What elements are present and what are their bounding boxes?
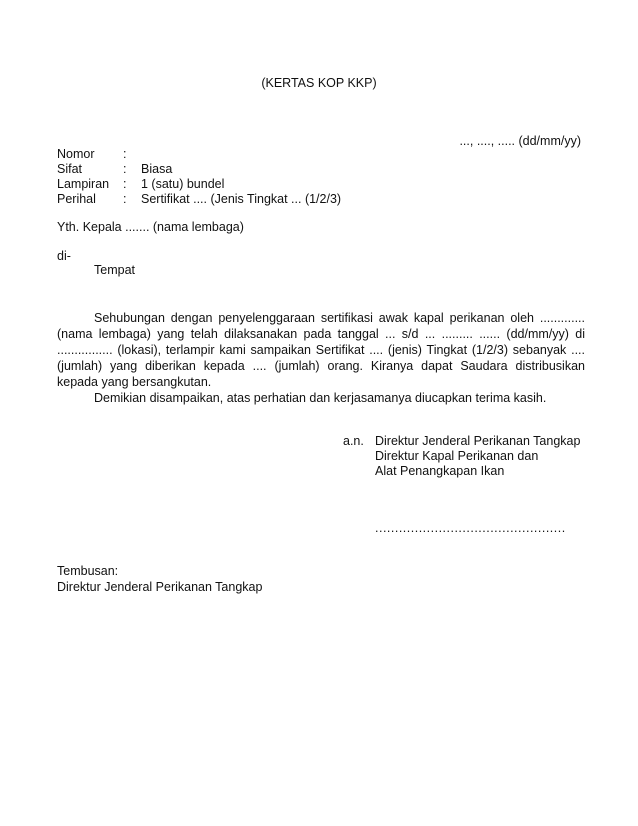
meta-label: Perihal (57, 192, 96, 206)
meta-label: Lampiran (57, 177, 110, 191)
meta-label: Nomor (57, 147, 95, 161)
signature-an: a.n. (343, 434, 364, 448)
tembusan-section (57, 563, 262, 595)
meta-label: Sifat (57, 162, 83, 176)
addressee: Yth. Kepala ....... (nama lembaga) (57, 220, 244, 234)
signature-title-line: Direktur Kapal Perikanan dan (375, 449, 539, 463)
signature-title-line: Direktur Jenderal Perikanan Tangkap (375, 434, 581, 448)
meta-value: Sertifikat .... (Jenis Tingkat ... (1/2/3) (141, 192, 342, 206)
meta-value: Biasa (141, 162, 173, 176)
addressee-di: di- (57, 249, 71, 263)
addressee-place: Tempat (94, 263, 135, 277)
meta-colon: : (123, 192, 127, 206)
meta-colon: : (123, 147, 127, 161)
meta-value: 1 (satu) bundel (141, 177, 225, 191)
tembusan-label: Tembusan: (57, 564, 119, 578)
closing-paragraph: Demikian disampaikan, atas perhatian dan kerjasamanya diucapkan terima kasih. (94, 391, 547, 405)
letterhead-placeholder: (KERTAS KOP KKP) (261, 76, 377, 90)
meta-colon: : (123, 162, 127, 176)
signature-name-line: ................................................ (375, 521, 566, 535)
tembusan-item: Direktur Jenderal Perikanan Tangkap (57, 580, 263, 594)
letter-date: ..., ...., ..... (dd/mm/yy) (459, 134, 581, 148)
signature-title (375, 434, 580, 479)
signature-title-line: Alat Penangkapan Ikan (375, 464, 505, 478)
body-paragraph: Sehubungan dengan penyelenggaraan sertifikasi awak kapal perikanan oleh ............. (nama lembaga) yang telah dilaksanakan pada tanggal ... s/d ... ......... ...... (dd/mm/yy) di ................ (lokasi), terlampir kami sampaikan Sertifikat .... (jenis) Tingkat (1/2/3) sebanyak .... (jumlah) yang diberikan kepada .... (jumlah) orang. Kiranya dapat Saudara distribusikan kepada yang bersangkutan. (57, 311, 585, 389)
meta-colon: : (123, 177, 127, 191)
